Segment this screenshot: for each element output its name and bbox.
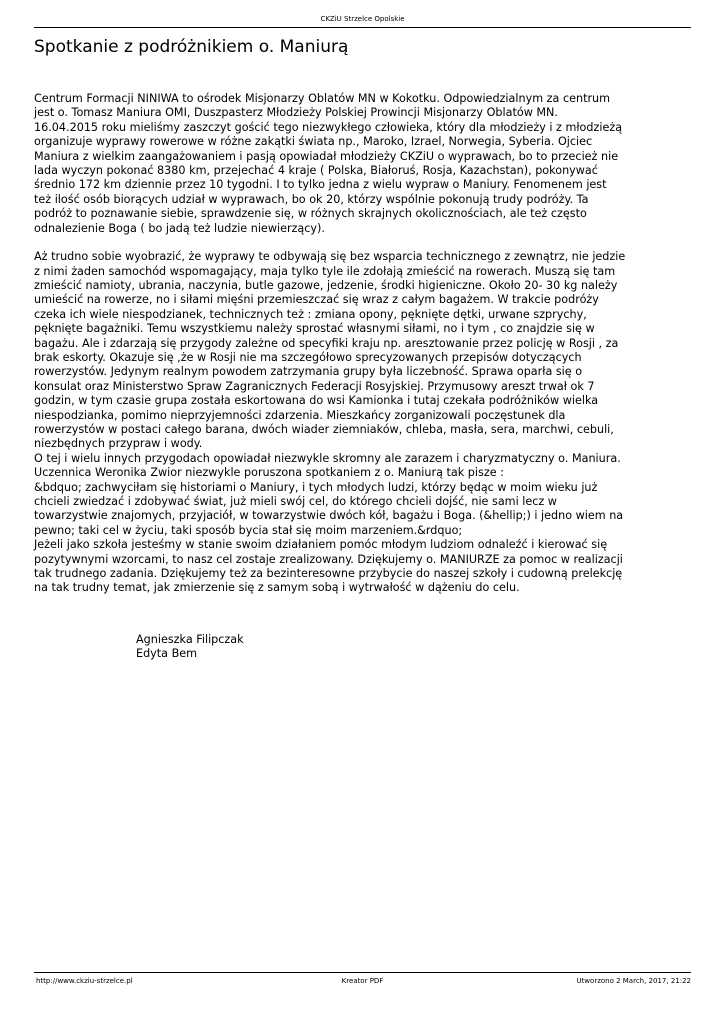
body-text-line: rowerzystów w postaci całego barana, dwóch wiader ziemniaków, chleba, masła, sera, marchwi, cebuli, [34,422,614,436]
body-text-line: bagażu. Ale i zdarzają się przygody zależne od specyfiki kraju np. aresztowanie przez policję w Rosji , za [34,336,619,350]
body-text-line: odnalezienie Boga ( bo jadą też ludzie niewierzący). [34,221,325,235]
body-text-line: czeka ich wiele niespodzianek, technicznych też : zmiana opony, pęknięte dętki, urwane szprychy, [34,307,587,321]
body-text-line: niezbędnych przypraw i wody. [34,437,203,451]
page-header: CKZiU Strzelce Opolskie [320,15,405,23]
body-text-line: średnio 172 km dziennie przez 10 tygodni. I to tylko jedna z wielu wypraw o Maniury. Fenomenem jest [34,178,607,192]
body-text-line: Maniura z wielkim zaangażowaniem i pasją opowiadał młodzieży CKZiU o wyprawach, bo to przecież nie [34,149,619,163]
body-text-line: umieścić na rowerze, no i siłami mięśni przemieszczać się wraz z całym bagażem. W trakcie podróży [34,293,599,307]
body-text-line: z nimi żaden samochód wspomagający, maja tylko tyle ile zdołają zmieścić na rowerach. Muszą się tam [34,264,616,278]
article-title: Spotkanie z podróżnikiem o. Maniurą [34,37,349,57]
body-text-line: chcieli zwiedzać i zdobywać świat, już mieli swój cel, do którego chcieli dojść, nie sami lecz w [34,494,557,508]
body-text-line: lada wyczyn pokonać 8380 km, przejechać 4 kraje ( Polska, Białoruś, Rosja, Kazachstan), pokonywać [34,163,598,177]
body-text-line: Uczennica Weronika Zwior niezwykle poruszona spotkaniem z o. Maniurą tak pisze : [34,466,504,480]
footer-generator: Kreator PDF [341,977,384,985]
body-text-line: pęknięte bagażniki. Temu wszystkiemu należy sprostać własnymi siłami, no i tym , co znajdzie się w [34,322,595,336]
body-text-line: też ilość osób biorących udział w wyprawach, bo ok 20, którzy wspólnie pokonują trudy podróży. Ta [34,192,589,206]
paragraph-gap [34,236,694,250]
body-text-line: Aż trudno sobie wyobrazić, że wyprawy te odbywają się bez wsparcia technicznego z zewnątrz, nie jedzie [34,250,626,264]
author-name: Edyta Bem [136,647,198,661]
body-text-line: niespodzianka, pomimo nieprzyjemności zdarzenia. Mieszkańcy zorganizowali poczęstunek dla [34,408,566,422]
body-text-line: godzin, w tym czasie grupa została eskortowana do wsi Kamionka i tutaj czekała podróżników wielka [34,394,599,408]
body-text-line: Jeżeli jako szkoła jesteśmy w stanie swoim działaniem pomóc młodym ludziom odnaleźć i kierować się [34,538,608,552]
article-body [34,92,694,596]
body-text-line: na tak trudny temat, jak zmierzenie się z samym sobą i wytrwałość w dążeniu do celu. [34,581,520,595]
body-text-line: Centrum Formacji NINIWA to ośrodek Misjonarzy Oblatów MN w Kokotku. Odpowiedzialnym za centrum [34,92,611,105]
footer-url-link[interactable]: http://www.ckziu-strzelce.pl [36,977,133,985]
body-text-line: jest o. Tomasz Maniura OMI, Duszpasterz Młodzieży Polskiej Prowincji Misjonarzy Oblatów MN. [34,106,558,120]
footer-divider [34,972,691,973]
body-text-line: organizuje wyprawy rowerowe w różne zakątki świata np., Maroko, Izrael, Norwegia, Syberia. Ojciec [34,135,593,149]
body-text-line: zmieścić namioty, ubrania, naczynia, butle gazowe, jedzenie, środki higieniczne. Około 20- 30 kg należy [34,279,618,293]
footer-created-date: Utworzono 2 March, 2017, 21:22 [576,977,691,985]
author-name: Agnieszka Filipczak [136,633,244,646]
page-footer [34,976,691,986]
body-text-line: pewno; taki cel w życiu, taki sposób bycia stał się moim marzeniem.&rdquo; [34,523,463,537]
header-divider [34,27,691,28]
body-text-line: O tej i wielu innych przygodach opowiadał niezwykle skromny ale zarazem i charyzmatyczny o. Maniura. [34,451,621,465]
body-text-line: &bdquo; zachwyciłam się historiami o Maniury, i tych młodych ludzi, którzy będąc w moim wieku już [34,480,598,494]
body-text-line: rowerzystów. Jedynym realnym powodem zatrzymania grupy była liczebność. Sprawa oparła się o [34,365,583,379]
body-text-line: konsulat oraz Ministerstwo Spraw Zagranicznych Federacji Rosyjskiej. Przymusowy areszt trwał ok 7 [34,379,595,393]
body-text-line: tak trudnego zadania. Dziękujemy też za bezinteresowne przybycie do naszej szkoły i cudowną prelekcję [34,566,623,580]
body-text-line: pozytywnymi wzorcami, to nasz cel zostaje zrealizowany. Dziękujemy o. MANIURZE za pomoc w realizacji [34,552,623,566]
body-text-line: brak eskorty. Okazuje się ,że w Rosji nie ma szczegółowo sprecyzowanych przepisów dotyczących [34,351,582,365]
body-text-line: towarzystwie znajomych, przyjaciół, w towarzystwie dwóch kół, bagażu i Boga. (&hellip;) i jedno wiem na [34,509,624,523]
signatures [136,633,244,662]
body-text-line: podróż to poznawanie siebie, sprawdzenie się, w różnych skrajnych okolicznościach, ale też często [34,207,587,221]
body-text-line: 16.04.2015 roku mieliśmy zaszczyt gościć tego niezwykłego człowieka, który dla młodzieży i z młodzieżą [34,120,623,134]
